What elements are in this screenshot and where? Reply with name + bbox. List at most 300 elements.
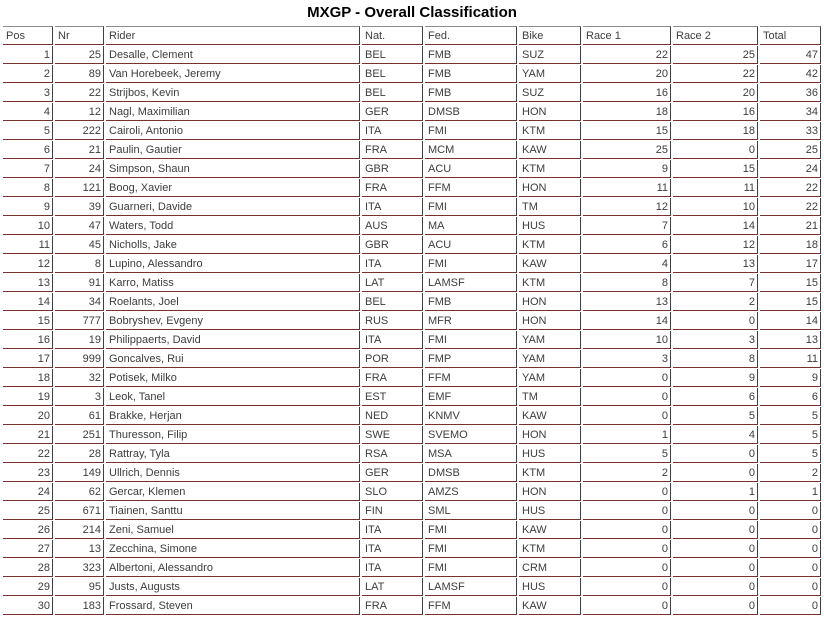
table-row <box>3 483 821 501</box>
cell-rider: Lupino, Alessandro <box>106 255 360 273</box>
table-row <box>3 141 821 159</box>
cell-race2: 0 <box>673 578 758 596</box>
cell-nat: ITA <box>362 255 423 273</box>
cell-total: 0 <box>760 540 821 558</box>
table-row <box>3 426 821 444</box>
cell-total: 11 <box>760 350 821 368</box>
table-row <box>3 103 821 121</box>
cell-race1: 4 <box>583 255 671 273</box>
cell-fed: AMZS <box>425 483 517 501</box>
cell-race1: 9 <box>583 160 671 178</box>
cell-pos: 23 <box>3 464 53 482</box>
cell-nat: FRA <box>362 369 423 387</box>
cell-bike: KTM <box>519 122 581 140</box>
table-row <box>3 407 821 425</box>
cell-race1: 0 <box>583 540 671 558</box>
cell-race2: 1 <box>673 483 758 501</box>
cell-bike: YAM <box>519 331 581 349</box>
cell-rider: Bobryshev, Evgeny <box>106 312 360 330</box>
cell-fed: FMB <box>425 293 517 311</box>
cell-race2: 0 <box>673 141 758 159</box>
cell-nat: AUS <box>362 217 423 235</box>
cell-nr: 39 <box>55 198 104 216</box>
cell-total: 21 <box>760 217 821 235</box>
cell-race2: 0 <box>673 445 758 463</box>
cell-race1: 20 <box>583 65 671 83</box>
cell-fed: FMI <box>425 331 517 349</box>
cell-pos: 19 <box>3 388 53 406</box>
cell-rider: Tiainen, Santtu <box>106 502 360 520</box>
cell-nat: NED <box>362 407 423 425</box>
cell-nr: 21 <box>55 141 104 159</box>
cell-pos: 27 <box>3 540 53 558</box>
cell-nr: 999 <box>55 350 104 368</box>
cell-bike: HON <box>519 103 581 121</box>
cell-bike: SUZ <box>519 46 581 64</box>
cell-race1: 16 <box>583 84 671 102</box>
cell-race2: 22 <box>673 65 758 83</box>
table-row <box>3 65 821 83</box>
cell-nr: 45 <box>55 236 104 254</box>
cell-total: 5 <box>760 445 821 463</box>
cell-nat: BEL <box>362 84 423 102</box>
cell-race2: 0 <box>673 464 758 482</box>
cell-race2: 3 <box>673 331 758 349</box>
cell-race2: 16 <box>673 103 758 121</box>
cell-total: 22 <box>760 179 821 197</box>
cell-total: 25 <box>760 141 821 159</box>
table-row <box>3 350 821 368</box>
cell-fed: FMB <box>425 84 517 102</box>
results-body <box>3 46 821 615</box>
cell-nr: 214 <box>55 521 104 539</box>
cell-bike: YAM <box>519 369 581 387</box>
cell-bike: HON <box>519 483 581 501</box>
cell-race1: 0 <box>583 597 671 615</box>
cell-race1: 11 <box>583 179 671 197</box>
cell-rider: Desalle, Clement <box>106 46 360 64</box>
cell-nr: 22 <box>55 84 104 102</box>
cell-race2: 9 <box>673 369 758 387</box>
cell-race1: 12 <box>583 198 671 216</box>
cell-pos: 11 <box>3 236 53 254</box>
cell-fed: FMI <box>425 255 517 273</box>
cell-nr: 61 <box>55 407 104 425</box>
cell-nr: 671 <box>55 502 104 520</box>
cell-fed: KNMV <box>425 407 517 425</box>
cell-total: 15 <box>760 274 821 292</box>
cell-fed: SML <box>425 502 517 520</box>
cell-fed: DMSB <box>425 103 517 121</box>
cell-bike: HON <box>519 293 581 311</box>
cell-total: 34 <box>760 103 821 121</box>
cell-bike: YAM <box>519 350 581 368</box>
cell-race2: 0 <box>673 521 758 539</box>
cell-total: 13 <box>760 331 821 349</box>
cell-race2: 10 <box>673 198 758 216</box>
cell-race1: 1 <box>583 426 671 444</box>
cell-race2: 13 <box>673 255 758 273</box>
cell-bike: TM <box>519 388 581 406</box>
cell-race2: 7 <box>673 274 758 292</box>
cell-bike: KAW <box>519 255 581 273</box>
column-header-fed: Fed. <box>425 26 517 45</box>
table-row <box>3 122 821 140</box>
cell-bike: HON <box>519 312 581 330</box>
cell-race1: 18 <box>583 103 671 121</box>
cell-nat: ITA <box>362 198 423 216</box>
cell-race2: 0 <box>673 597 758 615</box>
cell-fed: FFM <box>425 179 517 197</box>
cell-fed: ACU <box>425 236 517 254</box>
cell-pos: 25 <box>3 502 53 520</box>
cell-pos: 30 <box>3 597 53 615</box>
cell-bike: KAW <box>519 521 581 539</box>
cell-bike: KTM <box>519 274 581 292</box>
cell-fed: FMI <box>425 198 517 216</box>
cell-total: 5 <box>760 426 821 444</box>
cell-pos: 1 <box>3 46 53 64</box>
table-row <box>3 388 821 406</box>
cell-race1: 10 <box>583 331 671 349</box>
cell-nr: 19 <box>55 331 104 349</box>
cell-pos: 21 <box>3 426 53 444</box>
cell-race1: 14 <box>583 312 671 330</box>
cell-fed: FFM <box>425 597 517 615</box>
table-row <box>3 255 821 273</box>
cell-race1: 0 <box>583 578 671 596</box>
column-header-race1: Race 1 <box>583 26 671 45</box>
cell-nat: POR <box>362 350 423 368</box>
cell-race1: 0 <box>583 388 671 406</box>
cell-rider: Nagl, Maximilian <box>106 103 360 121</box>
column-header-total: Total <box>760 26 821 45</box>
cell-rider: Potisek, Milko <box>106 369 360 387</box>
table-row <box>3 198 821 216</box>
cell-race1: 6 <box>583 236 671 254</box>
cell-rider: Cairoli, Antonio <box>106 122 360 140</box>
cell-rider: Zeni, Samuel <box>106 521 360 539</box>
cell-total: 18 <box>760 236 821 254</box>
table-row <box>3 274 821 292</box>
cell-pos: 6 <box>3 141 53 159</box>
table-row <box>3 312 821 330</box>
cell-bike: YAM <box>519 65 581 83</box>
cell-pos: 15 <box>3 312 53 330</box>
cell-bike: HON <box>519 179 581 197</box>
cell-nat: SLO <box>362 483 423 501</box>
cell-rider: Zecchina, Simone <box>106 540 360 558</box>
cell-total: 47 <box>760 46 821 64</box>
cell-race2: 4 <box>673 426 758 444</box>
cell-nat: BEL <box>362 293 423 311</box>
cell-nr: 8 <box>55 255 104 273</box>
cell-nr: 777 <box>55 312 104 330</box>
page-title: MXGP - Overall Classification <box>307 4 517 21</box>
cell-race1: 7 <box>583 217 671 235</box>
cell-nr: 47 <box>55 217 104 235</box>
table-row <box>3 540 821 558</box>
cell-rider: Boog, Xavier <box>106 179 360 197</box>
cell-fed: SVEMO <box>425 426 517 444</box>
cell-nat: BEL <box>362 65 423 83</box>
cell-pos: 22 <box>3 445 53 463</box>
cell-race2: 6 <box>673 388 758 406</box>
cell-total: 5 <box>760 407 821 425</box>
cell-bike: KTM <box>519 540 581 558</box>
table-row <box>3 217 821 235</box>
cell-nr: 183 <box>55 597 104 615</box>
table-row <box>3 179 821 197</box>
cell-nat: EST <box>362 388 423 406</box>
cell-rider: Leok, Tanel <box>106 388 360 406</box>
cell-nr: 91 <box>55 274 104 292</box>
cell-race1: 0 <box>583 483 671 501</box>
cell-total: 14 <box>760 312 821 330</box>
cell-pos: 4 <box>3 103 53 121</box>
cell-rider: Paulin, Gautier <box>106 141 360 159</box>
cell-nat: RSA <box>362 445 423 463</box>
cell-nat: FRA <box>362 179 423 197</box>
cell-bike: KAW <box>519 141 581 159</box>
cell-nr: 24 <box>55 160 104 178</box>
cell-bike: HON <box>519 426 581 444</box>
cell-nr: 12 <box>55 103 104 121</box>
cell-nat: RUS <box>362 312 423 330</box>
cell-fed: MSA <box>425 445 517 463</box>
cell-bike: HUS <box>519 578 581 596</box>
cell-race1: 22 <box>583 46 671 64</box>
cell-pos: 16 <box>3 331 53 349</box>
cell-pos: 7 <box>3 160 53 178</box>
cell-rider: Brakke, Herjan <box>106 407 360 425</box>
cell-total: 0 <box>760 502 821 520</box>
cell-nat: GER <box>362 464 423 482</box>
cell-total: 15 <box>760 293 821 311</box>
cell-fed: FMI <box>425 559 517 577</box>
cell-race2: 14 <box>673 217 758 235</box>
cell-fed: FMI <box>425 122 517 140</box>
cell-bike: KAW <box>519 407 581 425</box>
cell-fed: EMF <box>425 388 517 406</box>
table-row <box>3 578 821 596</box>
cell-total: 33 <box>760 122 821 140</box>
cell-total: 17 <box>760 255 821 273</box>
cell-fed: FMI <box>425 540 517 558</box>
cell-rider: Albertoni, Alessandro <box>106 559 360 577</box>
cell-rider: Simpson, Shaun <box>106 160 360 178</box>
cell-nat: BEL <box>362 46 423 64</box>
cell-fed: MA <box>425 217 517 235</box>
cell-race2: 0 <box>673 559 758 577</box>
cell-race1: 0 <box>583 559 671 577</box>
cell-total: 6 <box>760 388 821 406</box>
cell-race2: 25 <box>673 46 758 64</box>
cell-fed: MCM <box>425 141 517 159</box>
cell-total: 2 <box>760 464 821 482</box>
table-row <box>3 293 821 311</box>
cell-pos: 14 <box>3 293 53 311</box>
cell-nr: 149 <box>55 464 104 482</box>
cell-race1: 0 <box>583 369 671 387</box>
cell-bike: HUS <box>519 217 581 235</box>
cell-nat: ITA <box>362 331 423 349</box>
cell-race2: 12 <box>673 236 758 254</box>
cell-nat: ITA <box>362 521 423 539</box>
cell-pos: 20 <box>3 407 53 425</box>
cell-race2: 8 <box>673 350 758 368</box>
cell-nr: 25 <box>55 46 104 64</box>
cell-race1: 8 <box>583 274 671 292</box>
cell-total: 9 <box>760 369 821 387</box>
cell-race2: 2 <box>673 293 758 311</box>
cell-total: 0 <box>760 578 821 596</box>
table-row <box>3 597 821 615</box>
cell-nat: ITA <box>362 122 423 140</box>
cell-race1: 13 <box>583 293 671 311</box>
cell-fed: FMP <box>425 350 517 368</box>
cell-pos: 12 <box>3 255 53 273</box>
cell-pos: 28 <box>3 559 53 577</box>
cell-fed: FMB <box>425 65 517 83</box>
cell-nr: 251 <box>55 426 104 444</box>
cell-nat: FRA <box>362 141 423 159</box>
cell-race2: 18 <box>673 122 758 140</box>
cell-rider: Rattray, Tyla <box>106 445 360 463</box>
table-row <box>3 236 821 254</box>
cell-rider: Goncalves, Rui <box>106 350 360 368</box>
cell-bike: CRM <box>519 559 581 577</box>
cell-rider: Van Horebeek, Jeremy <box>106 65 360 83</box>
column-header-rider: Rider <box>106 26 360 45</box>
table-row <box>3 331 821 349</box>
cell-nat: GER <box>362 103 423 121</box>
cell-total: 1 <box>760 483 821 501</box>
cell-rider: Waters, Todd <box>106 217 360 235</box>
cell-pos: 17 <box>3 350 53 368</box>
cell-rider: Ullrich, Dennis <box>106 464 360 482</box>
cell-fed: FMI <box>425 521 517 539</box>
cell-pos: 13 <box>3 274 53 292</box>
table-row <box>3 84 821 102</box>
cell-pos: 18 <box>3 369 53 387</box>
cell-pos: 24 <box>3 483 53 501</box>
cell-nat: FRA <box>362 597 423 615</box>
cell-bike: SUZ <box>519 84 581 102</box>
cell-pos: 29 <box>3 578 53 596</box>
table-row <box>3 369 821 387</box>
table-row <box>3 559 821 577</box>
cell-nat: ITA <box>362 540 423 558</box>
cell-bike: KTM <box>519 236 581 254</box>
cell-nr: 121 <box>55 179 104 197</box>
cell-rider: Justs, Augusts <box>106 578 360 596</box>
cell-nat: LAT <box>362 578 423 596</box>
cell-bike: HUS <box>519 445 581 463</box>
table-row <box>3 160 821 178</box>
cell-nr: 3 <box>55 388 104 406</box>
column-header-bike: Bike <box>519 26 581 45</box>
column-header-pos: Pos <box>3 26 53 45</box>
cell-race2: 11 <box>673 179 758 197</box>
cell-bike: KTM <box>519 464 581 482</box>
cell-pos: 3 <box>3 84 53 102</box>
cell-race2: 0 <box>673 312 758 330</box>
cell-race1: 0 <box>583 502 671 520</box>
cell-pos: 2 <box>3 65 53 83</box>
cell-race1: 0 <box>583 407 671 425</box>
classification-table <box>1 25 823 616</box>
cell-total: 0 <box>760 559 821 577</box>
cell-race2: 20 <box>673 84 758 102</box>
cell-nr: 323 <box>55 559 104 577</box>
cell-rider: Karro, Matiss <box>106 274 360 292</box>
cell-bike: HUS <box>519 502 581 520</box>
cell-nr: 95 <box>55 578 104 596</box>
cell-race1: 2 <box>583 464 671 482</box>
cell-nr: 32 <box>55 369 104 387</box>
cell-fed: DMSB <box>425 464 517 482</box>
cell-nr: 222 <box>55 122 104 140</box>
cell-race2: 0 <box>673 540 758 558</box>
cell-rider: Nicholls, Jake <box>106 236 360 254</box>
table-row <box>3 46 821 64</box>
cell-pos: 26 <box>3 521 53 539</box>
cell-race2: 5 <box>673 407 758 425</box>
cell-bike: KTM <box>519 160 581 178</box>
cell-rider: Gercar, Klemen <box>106 483 360 501</box>
cell-pos: 5 <box>3 122 53 140</box>
table-row <box>3 464 821 482</box>
cell-bike: TM <box>519 198 581 216</box>
cell-total: 42 <box>760 65 821 83</box>
cell-nr: 89 <box>55 65 104 83</box>
cell-race1: 0 <box>583 521 671 539</box>
cell-race1: 5 <box>583 445 671 463</box>
column-header-nr: Nr <box>55 26 104 45</box>
table-row <box>3 502 821 520</box>
cell-nat: ITA <box>362 559 423 577</box>
cell-fed: LAMSF <box>425 274 517 292</box>
cell-pos: 8 <box>3 179 53 197</box>
cell-fed: FMB <box>425 46 517 64</box>
cell-nat: FIN <box>362 502 423 520</box>
cell-race1: 3 <box>583 350 671 368</box>
cell-nr: 34 <box>55 293 104 311</box>
column-header-nat: Nat. <box>362 26 423 45</box>
cell-rider: Frossard, Steven <box>106 597 360 615</box>
cell-bike: KAW <box>519 597 581 615</box>
cell-race1: 25 <box>583 141 671 159</box>
cell-total: 24 <box>760 160 821 178</box>
cell-fed: FFM <box>425 369 517 387</box>
cell-pos: 9 <box>3 198 53 216</box>
header-row <box>3 26 821 45</box>
cell-nat: LAT <box>362 274 423 292</box>
cell-rider: Strijbos, Kevin <box>106 84 360 102</box>
table-row <box>3 445 821 463</box>
cell-race2: 0 <box>673 502 758 520</box>
cell-rider: Guarneri, Davide <box>106 198 360 216</box>
cell-rider: Philippaerts, David <box>106 331 360 349</box>
cell-nr: 28 <box>55 445 104 463</box>
cell-total: 0 <box>760 597 821 615</box>
cell-nat: GBR <box>362 236 423 254</box>
cell-nat: GBR <box>362 160 423 178</box>
cell-total: 0 <box>760 521 821 539</box>
cell-nr: 62 <box>55 483 104 501</box>
column-header-race2: Race 2 <box>673 26 758 45</box>
